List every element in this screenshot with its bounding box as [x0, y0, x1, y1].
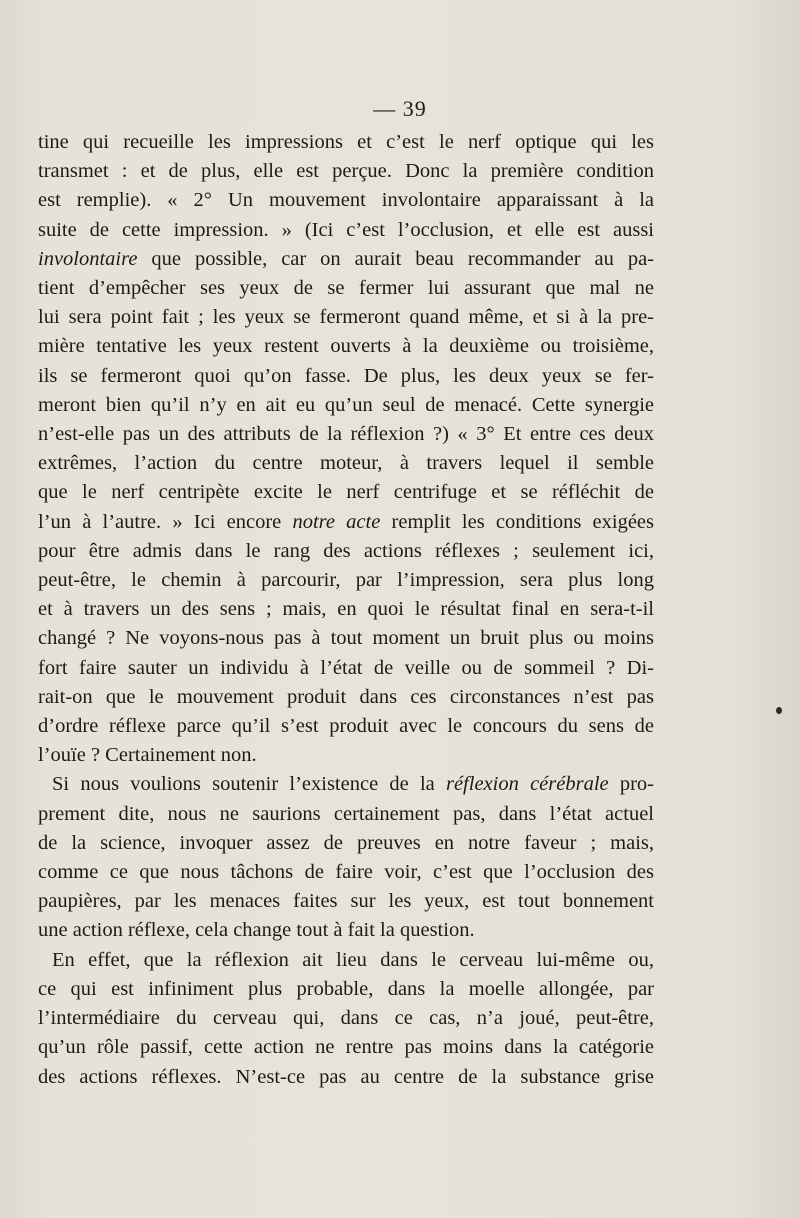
text-line: pour être admis dans le rang des actions réflexes ; seulement ici,	[38, 539, 654, 562]
page-number: — 39	[373, 96, 427, 121]
text-line: prement dite, nous ne saurions certainement pas, dans l’état actuel	[38, 802, 654, 825]
text-line: extrêmes, l’action du centre moteur, à travers lequel il semble	[38, 452, 654, 475]
text-line: fort faire sauter un individu à l’état de veille ou de sommeil ? Di-	[38, 656, 654, 679]
text-line: suite de cette impression. » (Ici c’est l’occlusion, et elle est aussi	[38, 218, 654, 241]
text-segment: que possible, car on aurait beau recommander au pa-	[137, 247, 654, 270]
text-line: tient d’empêcher ses yeux de se fermer lui assurant que mal ne	[38, 277, 654, 300]
text-line: paupières, par les menaces faites sur les yeux, est tout bonnement	[38, 890, 654, 913]
text-line: ils se fermeront quoi qu’on fasse. De plus, les deux yeux se fer-	[38, 364, 654, 387]
text-line: rait-on que le mouvement produit dans ces circonstances n’est pas	[38, 685, 654, 708]
text-line: l’intermédiaire du cerveau qui, dans ce cas, n’a joué, peut-être,	[38, 1007, 654, 1030]
text-line	[38, 245, 654, 274]
italic-text: réflexion cérébrale	[445, 773, 609, 796]
text-line: transmet : et de plus, elle est perçue. Donc la première condition	[38, 160, 654, 183]
text-line: que le nerf centripète excite le nerf centrifuge et se réfléchit de	[38, 481, 654, 504]
text-line: mière tentative les yeux restent ouverts à la deuxième ou troisième,	[38, 335, 654, 358]
text-line: tine qui recueille les impressions et c’est le nerf optique qui les	[38, 131, 654, 153]
text-line: n’est-elle pas un des attributs de la réflexion ?) « 3° Et entre ces deux	[38, 423, 654, 446]
text-segment: remplit les conditions exigées	[380, 510, 654, 533]
text-segment: l’un à l’autre. » Ici encore	[38, 510, 293, 533]
ink-speck	[776, 707, 782, 714]
text-segment: Si nous voulions soutenir l’existence de la	[52, 773, 446, 796]
text-segment: pro-	[608, 773, 655, 796]
text-line: lui sera point fait ; les yeux se fermeront quand même, et si à la pre-	[38, 306, 654, 329]
text-line	[38, 508, 654, 537]
text-line: des actions réflexes. N’est-ce pas au centre de la substance grise	[38, 1065, 654, 1088]
text-line: de la science, invoquer assez de preuves en notre faveur ; mais,	[38, 831, 654, 854]
italic-text: involontaire	[38, 247, 138, 270]
text-line: et à travers un des sens ; mais, en quoi le résultat final en sera-t-il	[38, 598, 654, 621]
text-line: d’ordre réflexe parce qu’il s’est produit avec le concours du sens de	[38, 715, 654, 738]
text-line: est remplie). « 2° Un mouvement involontaire apparaissant à la	[38, 189, 654, 212]
text-line: En effet, que la réflexion ait lieu dans le cerveau lui-même ou,	[52, 948, 654, 971]
text-line: comme ce que nous tâchons de faire voir, c’est que l’occlusion des	[38, 861, 654, 884]
text-line: meront bien qu’il n’y en ait eu qu’un seul de menacé. Cette synergie	[38, 393, 654, 416]
text-line	[38, 770, 654, 799]
italic-text: notre acte	[292, 510, 381, 533]
text-line: ce qui est infiniment plus probable, dans la moelle allongée, par	[38, 977, 654, 1000]
text-line: une action réflexe, cela change tout à fait la question.	[38, 919, 475, 942]
text-line: peut-être, le chemin à parcourir, par l’impression, sera plus long	[38, 569, 654, 592]
text-line: l’ouïe ? Certainement non.	[38, 744, 257, 767]
text-line: qu’un rôle passif, cette action ne rentre pas moins dans la catégorie	[38, 1036, 654, 1059]
body-text	[38, 128, 654, 1092]
text-line: changé ? Ne voyons-nous pas à tout moment un bruit plus ou moins	[38, 627, 654, 650]
